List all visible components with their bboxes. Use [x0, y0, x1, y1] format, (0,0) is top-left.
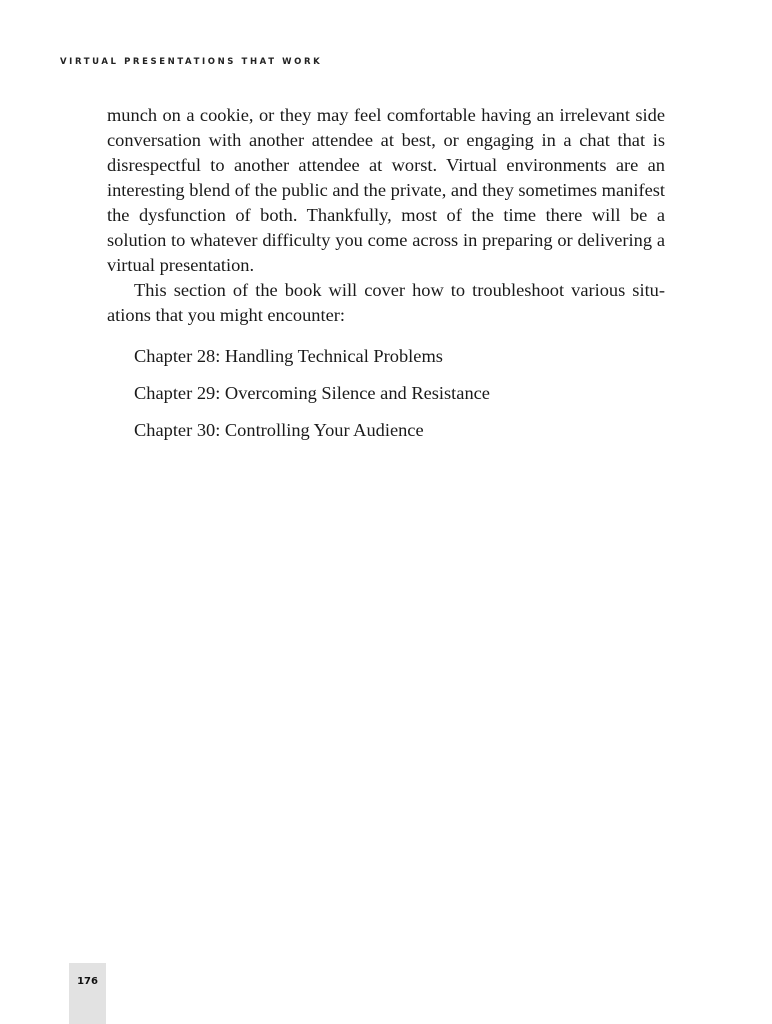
- page-body: [107, 103, 665, 449]
- paragraph-section-intro: This section of the book will cover how to troubleshoot various situations that you might encounter:: [107, 280, 665, 325]
- running-head: VIRTUAL PRESENTATIONS THAT WORK: [60, 57, 323, 67]
- chapter-list: [107, 338, 665, 449]
- page-number: 176: [77, 976, 98, 987]
- chapter-list-item: Chapter 29: Overcoming Silence and Resistance: [134, 383, 490, 403]
- folio-tab: [69, 963, 106, 1024]
- chapter-list-item: Chapter 28: Handling Technical Problems: [134, 346, 443, 366]
- chapter-list-item: Chapter 30: Controlling Your Audience: [134, 420, 424, 440]
- paragraph-continued: munch on a cookie, or they may feel comfortable having an irrelevant side conversation with another attendee at best, or engaging in a chat that is disrespectful to another attendee at worst. Virtual environments are an interesting blend of the public and the private, and they sometimes manifest the dysfunction of both. Thankfully, most of the time there will be a solution to whatever difficulty you come across in preparing or delivering a virtual presentation.: [107, 105, 665, 275]
